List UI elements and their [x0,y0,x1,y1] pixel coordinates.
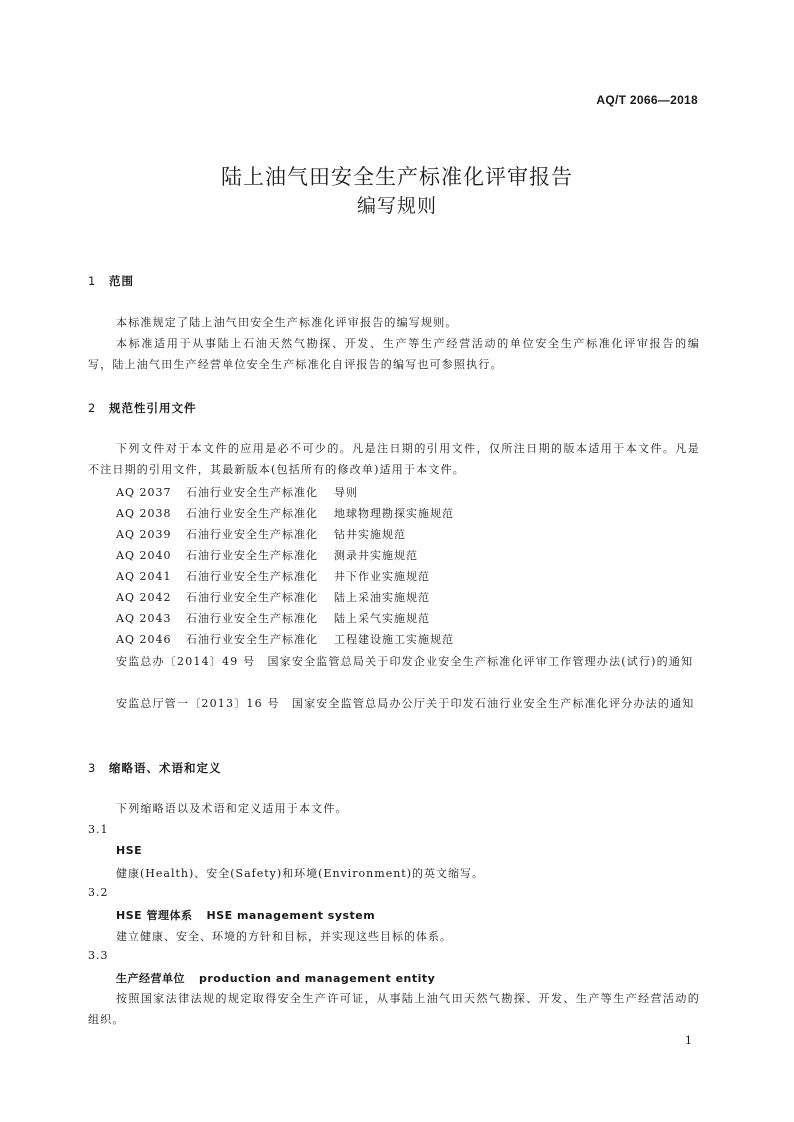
reference-subtitle: 工程建设施工实施规范 [334,633,454,646]
section-number: 2 [88,401,97,415]
reference-item [116,547,418,563]
term-name-cn: HSE 管理体系 [116,909,193,922]
reference-subtitle: 钻井实施规范 [334,528,406,541]
reference-code: AQ 2037 [116,486,172,499]
reference-subtitle: 地球物理勘探实施规范 [334,507,454,520]
reference-item [116,610,430,626]
term-name-cn: 生产经营单位 [116,972,185,985]
reference-subtitle: 井下作业实施规范 [334,570,430,583]
section-title: 规范性引用文件 [109,401,197,415]
section-heading-normative-references [88,400,197,416]
document-title: 陆上油气田安全生产标准化评审报告 [221,165,573,189]
term-definition: 按照国家法律法规的规定取得安全生产许可证，从事陆上油气田天然气勘探、开发、生产等生产经营活动的组织。 [88,992,700,1026]
term-definition: 建立健康、安全、环境的方针和目标，并实现这些目标的体系。 [116,930,452,943]
reference-code: AQ 2038 [116,507,172,520]
reference-title: 石油行业安全生产标准化 [186,570,318,583]
document-subtitle: 编写规则 [356,195,437,217]
reference-item [116,505,454,521]
term-number: 3.2 [88,886,109,899]
term-name-en: HSE management system [206,909,376,922]
paragraph: 下列缩略语以及术语和定义适用于本文件。 [116,802,348,815]
section-title: 缩略语、术语和定义 [109,761,222,775]
term-definition: 健康(Health)、安全(Safety)和环境(Environment)的英文缩写。 [116,867,484,880]
reference-subtitle: 测录井实施规范 [334,549,418,562]
reference-title: 石油行业安全生产标准化 [186,528,318,541]
term-name-en: production and management entity [199,972,436,985]
section-heading-terms [88,760,222,776]
reference-notice: 安监总厅管一〔2013〕16 号 国家安全监管总局办公厅关于印发石油行业安全生产标准化评分办法的通知 [116,697,695,710]
reference-item [116,568,430,584]
section-heading-scope [88,273,134,289]
paragraph: 下列文件对于本文件的应用是必不可少的。凡是注日期的引用文件，仅所注日期的版本适用于本文件。凡是不注日期的引用文件，其最新版本(包括所有的修改单)适用于本文件。 [88,442,700,476]
reference-title: 石油行业安全生产标准化 [186,486,318,499]
section-number: 3 [88,761,97,775]
reference-item [116,589,430,605]
reference-notice: 安监总办〔2014〕49 号 国家安全监管总局关于印发企业安全生产标准化评审工作管理办法(试行)的通知 [116,655,694,668]
term-name [116,907,375,923]
standard-number: AQ/T 2066—2018 [596,93,698,107]
reference-code: AQ 2046 [116,633,172,646]
reference-subtitle: 陆上采气实施规范 [334,612,430,625]
term-number: 3.3 [88,949,109,962]
reference-title: 石油行业安全生产标准化 [186,507,318,520]
reference-subtitle: 导则 [334,486,358,499]
reference-item [116,631,454,647]
page-number: 1 [685,1034,692,1047]
term-number: 3.1 [88,823,109,836]
reference-code: AQ 2043 [116,612,172,625]
reference-code: AQ 2041 [116,570,172,583]
term-name [116,844,142,857]
reference-title: 石油行业安全生产标准化 [186,591,318,604]
reference-item [116,526,406,542]
reference-item [116,484,358,500]
reference-code: AQ 2039 [116,528,172,541]
paragraph: 本标准规定了陆上油气田安全生产标准化评审报告的编写规则。 [116,316,458,329]
reference-subtitle: 陆上采油实施规范 [334,591,430,604]
reference-code: AQ 2042 [116,591,172,604]
paragraph: 本标准适用于从事陆上石油天然气勘探、开发、生产等生产经营活动的单位安全生产标准化评审报告的编写，陆上油气田生产经营单位安全生产标准化自评报告的编写也可参照执行。 [88,337,700,371]
reference-title: 石油行业安全生产标准化 [186,549,318,562]
reference-title: 石油行业安全生产标准化 [186,633,318,646]
reference-code: AQ 2040 [116,549,172,562]
term-name [116,970,435,986]
reference-title: 石油行业安全生产标准化 [186,612,318,625]
section-title: 范围 [109,274,134,288]
section-number: 1 [88,274,97,288]
term-name-cn: HSE [116,844,143,857]
